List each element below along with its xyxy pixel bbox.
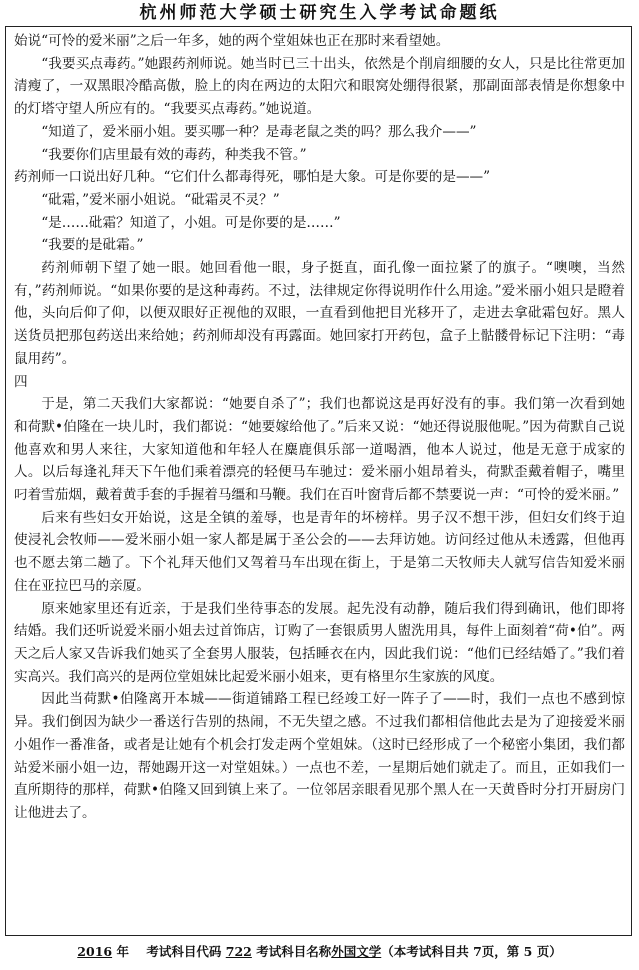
paragraph: 于是，第二天我们大家都说：“她要自杀了”；我们也都说这是再好没有的事。我们第一次看到她和荷默•伯隆在一块儿时，我们都说：“她要嫁给他了。”后来又说：“她还得说服他呢。”因为荷默自己说他喜欢和男人来往，大家知道他和年轻人在麋鹿俱乐部一道喝酒，他本人说过，他是无意于成家的人。以后每逢礼拜天下午他们乘着漂亮的轻便马车驰过：爱米丽小姐昂着头，荷默歪戴着帽子，嘴里叼着雪茄烟，戴着黄手套的手握着马缰和马鞭。我们在百叶窗背后都不禁要说一声：“可怜的爱米丽。”	[14, 396, 625, 504]
paragraph: “知道了，爱米丽小姐。要买哪一种？是毒老鼠之类的吗？那么我介——”	[41, 123, 477, 140]
paragraph: 因此当荷默•伯隆离开本城——街道铺路工程已经竣工好一阵子了——时，我们一点也不感到惊异。我们倒因为缺少一番送行告别的热闹，不无失望之感。不过我们都相信他此去是为了迎接爱米丽小姐作一番准备，或者是让她有个机会打发走两个堂姐妹。（这时已经形成了一个秘密小集团，我们都站爱米丽小姐一边，帮她踢开这一对堂姐妹。）一点也不差，一星期后她们就走了。而且，正如我们一直所期待的那样，荷默•伯隆又回到镇上来了。一位邻居亲眼看见那个黑人在一天黄昏时分打开厨房门让他进去了。	[14, 691, 625, 821]
paragraph: 后来有些妇女开始说，这是全镇的羞辱，也是青年的坏榜样。男子汉不想干涉，但妇女们终于迫使浸礼会牧师——爱米丽小姐一家人都是属于圣公会的——去拜访她。访问经过他从未透露，但他再也不愿去第二趟了。下个礼拜天他们又驾着马车出现在街上，于是第二天牧师夫人就写信告知爱米丽住在亚拉巴马的亲厦。	[14, 509, 625, 594]
paragraph: 四	[14, 373, 28, 390]
content-frame	[5, 26, 632, 936]
footer-year-suffix: 年	[116, 944, 129, 959]
footer-subject-name: 外国文学	[331, 944, 382, 959]
paragraph: 药剂师朝下望了她一眼。她回看他一眼，身子挺直，面孔像一面拉紧了的旗子。“噢噢，当然有，”药剂师说。“如果你要的是这种毒药。不过，法律规定你得说明作什么用途。”爱米丽小姐只是瞪着他，头向后仰了仰，以便双眼好正视他的双眼，一直看到他把目光移开了，走进去拿砒霜包好。黑人送货员把那包药送出来给她；药剂师却没有再露面。她回家打开药包，盒子上骷髅骨标记下注明：“毒鼠用药”。	[14, 260, 625, 367]
paragraph: “砒霜，”爱米丽小姐说。“砒霜灵不灵？”	[41, 191, 280, 208]
footer-year: 2016	[77, 944, 113, 959]
paragraph: “我要买点毒药。”她跟药剂师说。她当时已三十出头，依然是个削肩细腰的女人，只是比往常更加清瘦了，一双黑眼冷酷高傲，脸上的肉在两边的太阳穴和眼窝处绷得很紧，那副面部表情是你想象中的灯塔守望人所应有的。“我要买点毒药。”她说道。	[14, 55, 625, 118]
footer-pages-note: （本考试科目共 7页，第 5 页）	[381, 944, 562, 959]
paragraph: “我要的是砒霜。”	[41, 237, 144, 254]
paragraph: 原来她家里还有近亲，于是我们坐待事态的发展。起先没有动静，随后我们得到确讯，他们即将结婚。我们还听说爱米丽小姐去过首饰店，订购了一套银质男人盥洗用具，每件上面刻着“荷•伯”。两天之后人家又告诉我们她买了全套男人服装，包括睡衣在内，因此我们说：“他们已经结婚了。”我们着实高兴。我们高兴的是两位堂姐妹比起爱米丽小姐来，更有格里尔生家族的风度。	[14, 600, 625, 685]
paragraph: “是……砒霜？知道了，小姐。可是你要的是……”	[41, 214, 341, 231]
page-footer	[0, 943, 639, 961]
exam-paper-header: 杭州师范大学硕士研究生入学考试命题纸	[139, 3, 500, 23]
text-body	[14, 30, 625, 825]
paragraph: 药剂师一口说出好几种。“它们什么都毒得死，哪怕是大象。可是你要的是——”	[14, 169, 491, 186]
footer-subject-code: 722	[225, 944, 252, 959]
footer-name-label: 考试科目名称	[256, 944, 332, 959]
footer-code-label: 考试科目代码	[146, 944, 222, 959]
paragraph: 始说“可怜的爱米丽”之后一年多，她的两个堂姐妹也正在那时来看望她。	[14, 33, 450, 49]
paragraph: “我要你们店里最有效的毒药，种类我不管。”	[41, 146, 307, 163]
